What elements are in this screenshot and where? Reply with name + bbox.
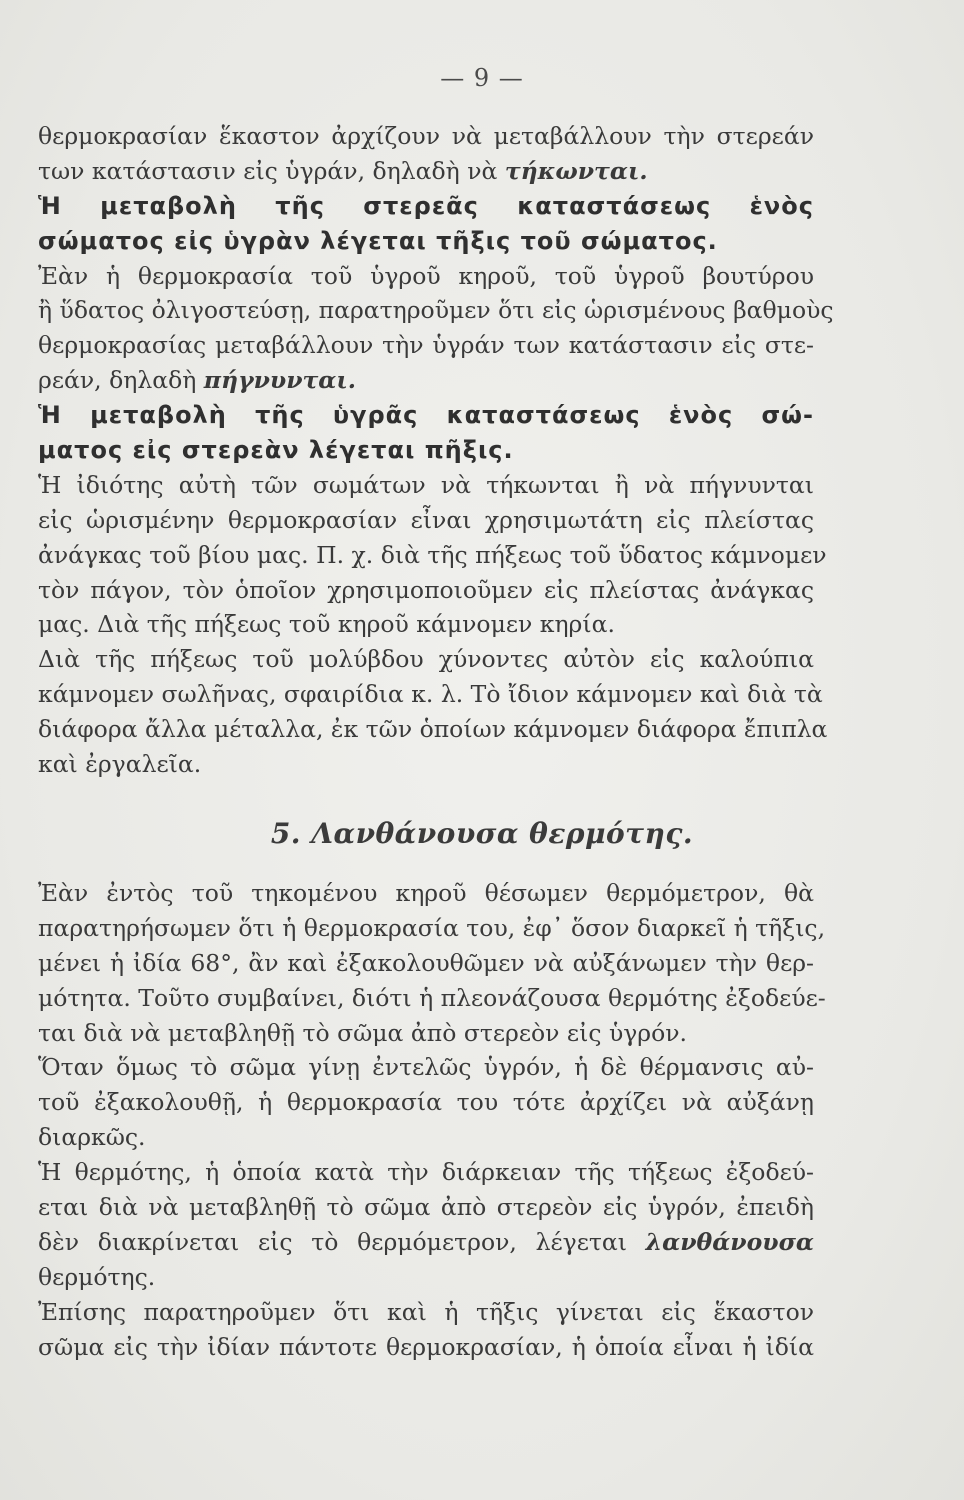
line-text: τοῦ ἐξακολουθῇ, ἡ θερμοκρασία του τότε ἀρχίζει νὰ αὐξάνῃ <box>38 1088 814 1117</box>
text-line <box>38 1225 814 1260</box>
line-text: ἢ ὕδατος ὀλιγοστεύσῃ, παρατηροῦμεν ὅτι εἰς ὡρισμένους βαθμοὺς <box>38 296 834 325</box>
line-text: εται διὰ νὰ μεταβληθῇ τὸ σῶμα ἀπὸ στερεὸν εἰς ὑγρόν, ἐπειδὴ <box>38 1193 814 1222</box>
text-line <box>38 1190 814 1225</box>
line-text: Ἐὰν ἐντὸς τοῦ τηκομένου κηροῦ θέσωμεν θερμόμετρον, θὰ <box>38 879 814 907</box>
text-line <box>38 1016 814 1051</box>
text-line <box>38 433 814 468</box>
emphasized-term: λανθάνουσα <box>645 1227 814 1256</box>
text-line <box>38 119 814 154</box>
line-text: Διὰ τῆς πήξεως τοῦ μολύβδου χύνοντες αὐτὸν εἰς καλούπια <box>38 645 814 674</box>
line-text: ται διὰ νὰ μεταβληθῇ τὸ σῶμα ἀπὸ στερεὸν εἰς ὑγρόν. <box>38 1018 688 1047</box>
text-line <box>38 468 814 503</box>
text-block-bottom <box>38 876 826 1364</box>
emphasized-term: τήκωνται. <box>504 156 648 185</box>
text-line <box>38 1120 814 1155</box>
line-text: των κατάστασιν εἰς ὑγράν, δηλαδὴ νὰ <box>38 156 505 185</box>
line-text: Ἡ θερμότης, ἡ ὁποία κατὰ τὴν διάρκειαν τῆς τήξεως ἐξοδεύ- <box>38 1158 814 1187</box>
text-line <box>38 946 814 981</box>
line-text: ρεάν, δηλαδὴ <box>38 366 204 395</box>
text-line <box>38 328 814 363</box>
text-line <box>38 747 814 782</box>
line-text: θερμοκρασίας μεταβάλλουν τὴν ὑγράν των κατάστασιν εἰς στε- <box>38 331 814 360</box>
line-text: σώματος εἰς ὑγρὰν λέγεται τῆξις τοῦ σώματος. <box>38 226 718 255</box>
line-text: θερμοκρασίαν ἕκαστον ἀρχίζουν νὰ μεταβάλλουν τὴν στερεάν <box>38 122 814 150</box>
text-line <box>38 981 826 1016</box>
text-line <box>38 1085 814 1120</box>
text-line <box>38 1260 814 1295</box>
text-line <box>38 712 828 747</box>
line-text: Ἡ μεταβολὴ τῆς στερεᾶς καταστάσεως ἑνὸς <box>38 191 814 220</box>
line-text: σῶμα εἰς τὴν ἰδίαν πάντοτε θερμοκρασίαν, ἡ ὁποία εἶναι ἡ ἰδία <box>38 1332 814 1361</box>
text-line <box>38 573 814 608</box>
text-line <box>38 642 814 677</box>
line-text: Ὅταν ὅμως τὸ σῶμα γίνῃ ἐντελῶς ὑγρόν, ἡ δὲ θέρμανσις αὐ- <box>38 1053 814 1082</box>
text-line <box>38 1330 814 1365</box>
text-line <box>38 154 814 189</box>
text-line <box>38 398 814 433</box>
line-text: διάφορα ἄλλα μέταλλα, ἐκ τῶν ὁποίων κάμνομεν διάφορα ἔπιπλα <box>38 715 828 744</box>
line-text: Ἐὰν ἡ θερμοκρασία τοῦ ὑγροῦ κηροῦ, τοῦ ὑγροῦ βουτύρου <box>38 261 814 290</box>
text-line <box>38 677 823 712</box>
line-text: τὸν πάγον, τὸν ὁποῖον χρησιμοποιοῦμεν εἰς πλείστας ἀνάγκας <box>38 575 814 604</box>
line-text: παρατηρήσωμεν ὅτι ἡ θερμοκρασία του, ἐφ᾽ ὅσον διαρκεῖ ἡ τῆξις, <box>38 913 826 942</box>
text-line <box>38 224 814 259</box>
text-line <box>38 911 826 946</box>
line-text: ματος εἰς στερεὰν λέγεται πῆξις. <box>38 436 514 465</box>
text-line <box>38 876 814 911</box>
line-text: διαρκῶς. <box>38 1123 146 1152</box>
page-number: — 9 — <box>440 64 524 92</box>
line-text: δὲν διακρίνεται εἰς τὸ θερμόμετρον, λέγεται <box>38 1227 646 1256</box>
line-text: Ἐπίσης παρατηροῦμεν ὅτι καὶ ἡ τῆξις γίνεται εἰς ἕκαστον <box>38 1297 814 1326</box>
line-text: εἰς ὡρισμένην θερμοκρασίαν εἶναι χρησιμωτάτη εἰς πλείστας <box>38 505 814 534</box>
text-line <box>38 189 814 224</box>
line-text: Ἡ ἰδιότης αὐτὴ τῶν σωμάτων νὰ τήκωνται ἢ νὰ πήγνυνται <box>38 470 814 499</box>
line-text: κάμνομεν σωλῆνας, σφαιρίδια κ. λ. Τὸ ἴδιον κάμνομεν καὶ διὰ τὰ <box>38 680 823 709</box>
text-line <box>38 293 834 328</box>
text-line <box>38 607 814 642</box>
line-text: μας. Διὰ τῆς πήξεως τοῦ κηροῦ κάμνομεν κηρία. <box>38 610 615 639</box>
text-line <box>38 1050 814 1085</box>
text-line <box>38 1155 814 1190</box>
text-block-top <box>38 119 834 782</box>
text-line <box>38 259 814 294</box>
line-text: Ἡ μεταβολὴ τῆς ὑγρᾶς καταστάσεως ἑνὸς σώ- <box>38 401 814 430</box>
section-title: 5. Λανθάνουσα θερμότης. <box>270 817 694 850</box>
text-line <box>38 503 814 538</box>
line-text: ἀνάγκας τοῦ βίου μας. Π. χ. διὰ τῆς πήξεως τοῦ ὕδατος κάμνομεν <box>38 540 827 569</box>
emphasized-term: πήγνυνται. <box>203 366 356 395</box>
line-text: μότητα. Τοῦτο συμβαίνει, διότι ἡ πλεονάζουσα θερμότης ἐξοδεύε- <box>38 983 826 1012</box>
line-text: καὶ ἐργαλεῖα. <box>38 750 202 779</box>
line-text: μένει ἡ ἰδία 68°, ἂν καὶ ἐξακολουθῶμεν νὰ αὐξάνωμεν τὴν θερ- <box>38 948 814 977</box>
text-line <box>38 1295 814 1330</box>
text-line <box>38 363 814 398</box>
text-line <box>38 538 827 573</box>
line-text: θερμότης. <box>38 1262 156 1291</box>
